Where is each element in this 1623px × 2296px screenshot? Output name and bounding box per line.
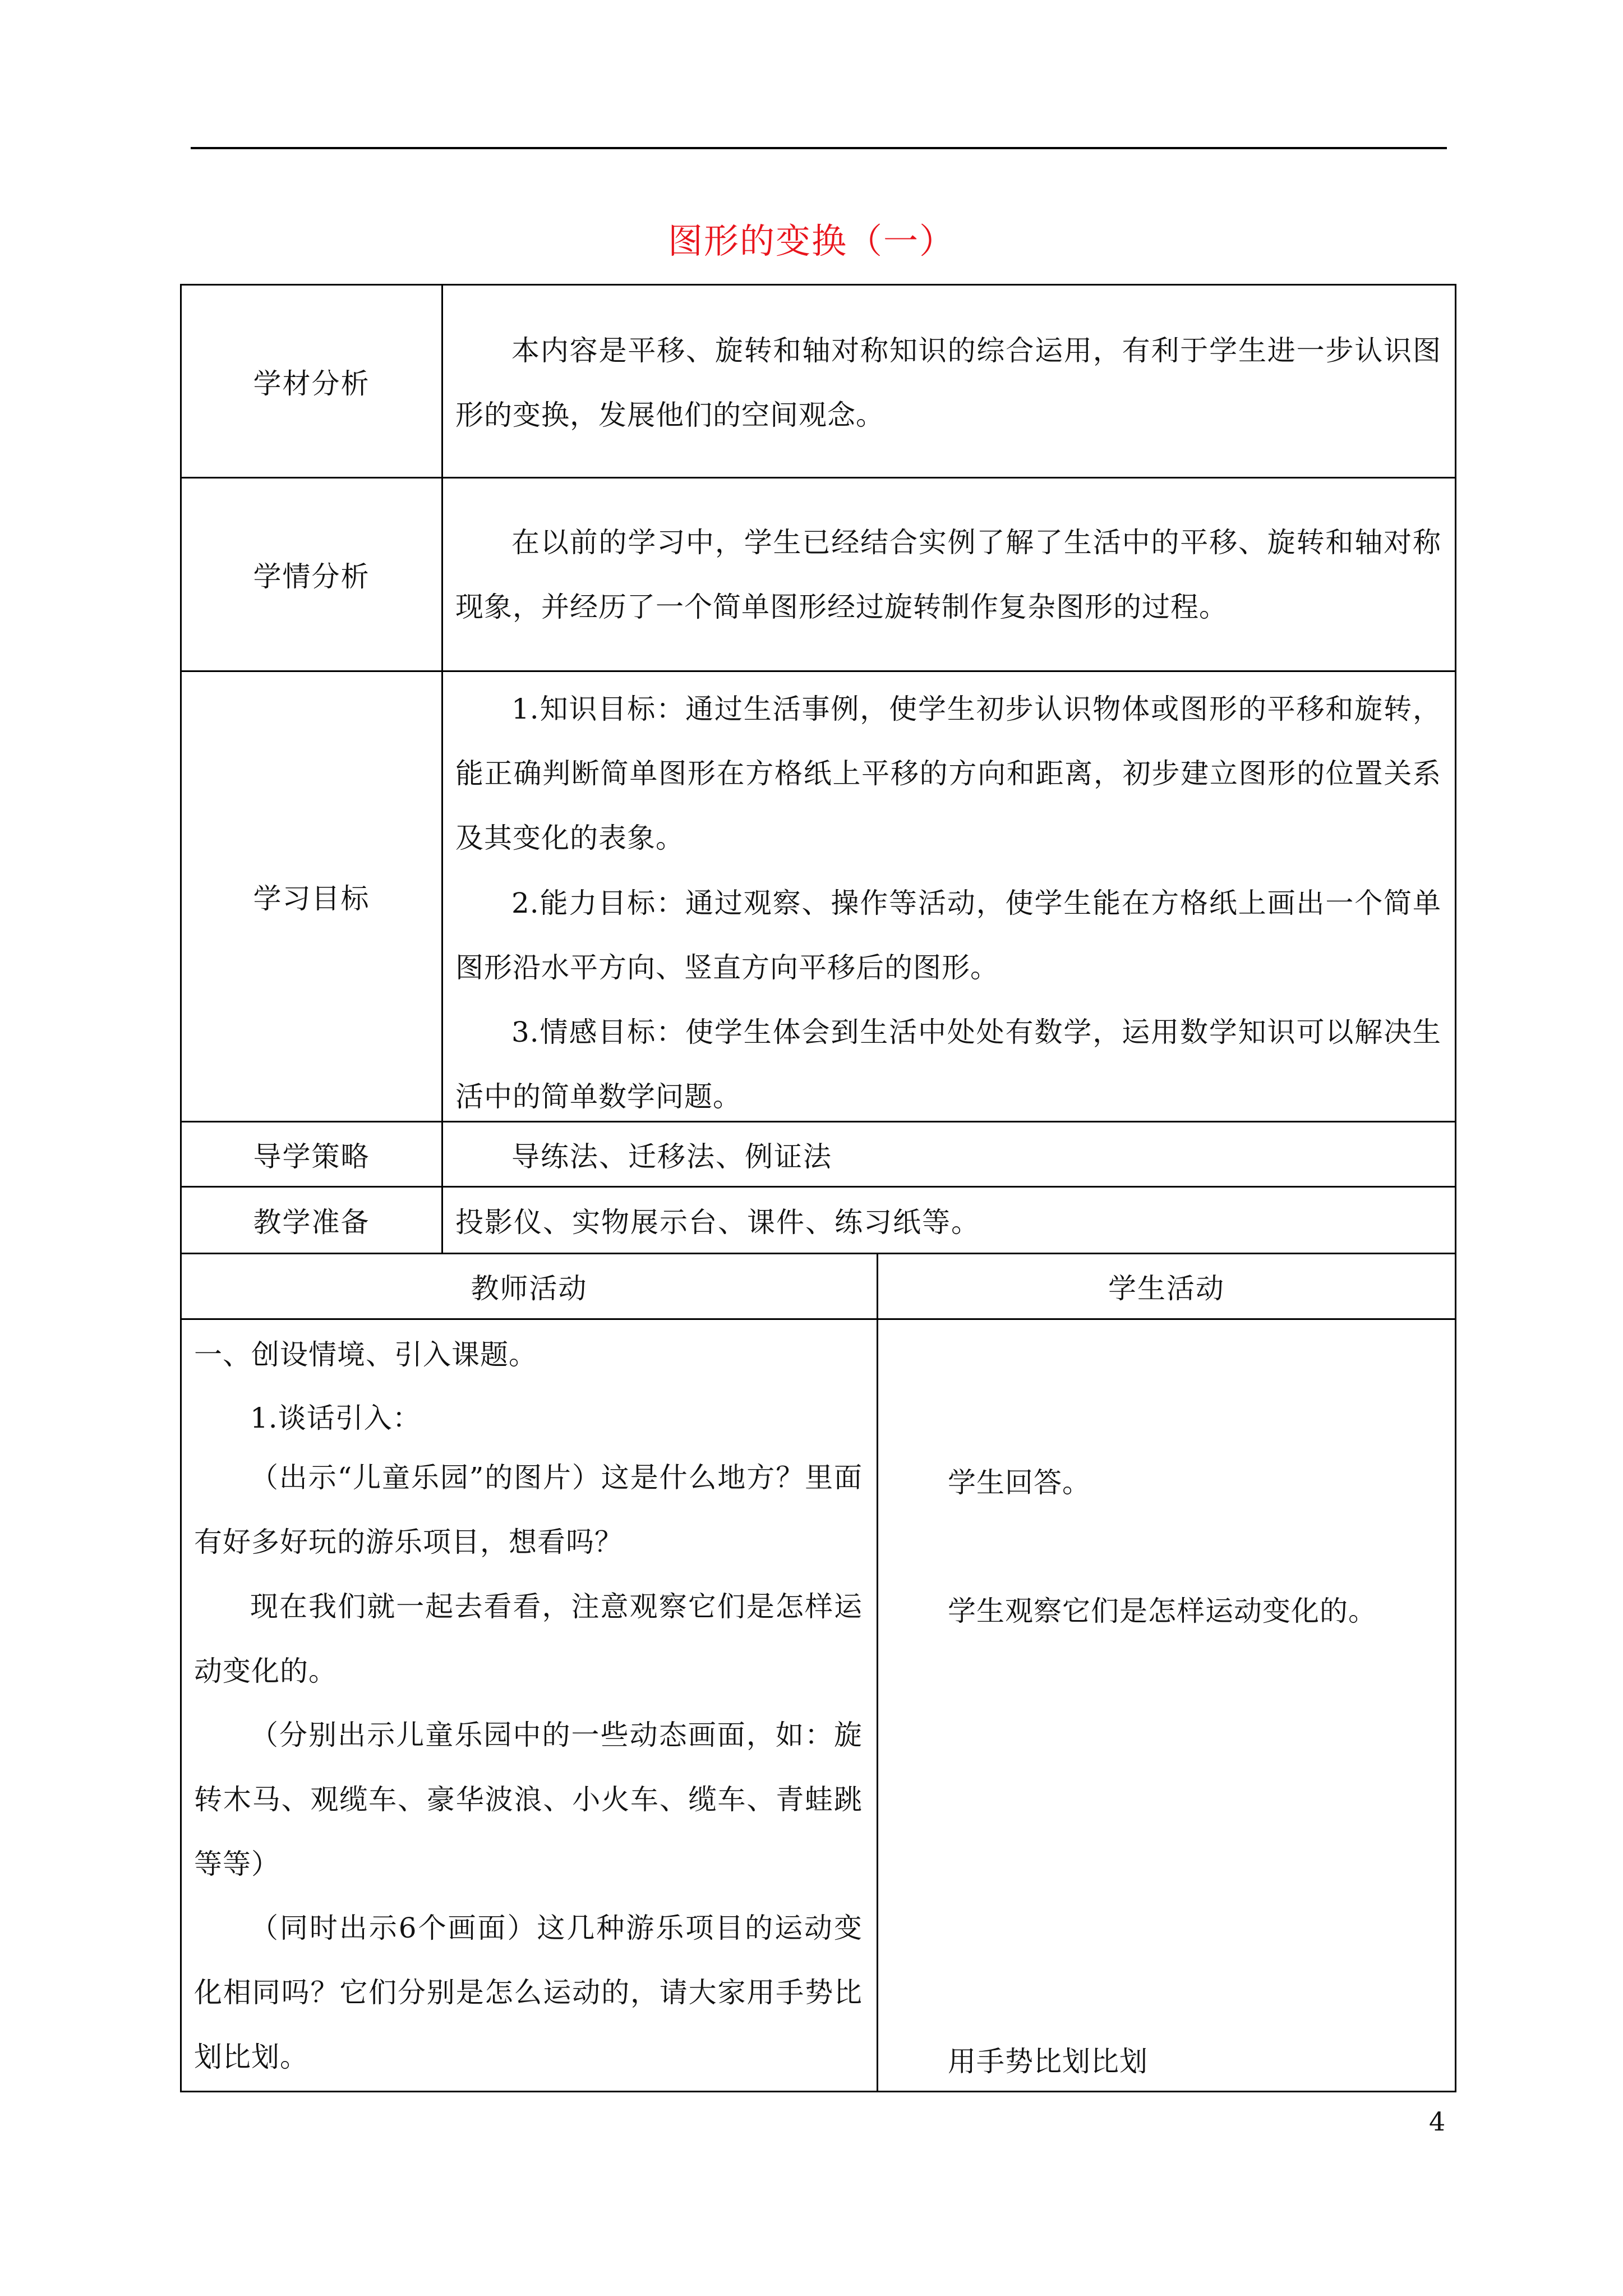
teacher-step-heading: 一、创设情境、引入课题。 [194, 1338, 537, 1371]
goal-knowledge: 1.知识目标：通过生活事例，使学生初步认识物体或图形的平移和旋转，能正确判断简单图形在方格纸上平移的方向和距离，初步建立图形的位置关系及其变化的表象。 [455, 693, 1441, 854]
strategy-text: 导练法、迁移法、例证法 [511, 1140, 832, 1173]
label-learner-analysis: 学情分析 [253, 560, 370, 593]
material-analysis-text: 本内容是平移、旋转和轴对称知识的综合运用，有利于学生进一步认识图形的变换，发展他们的空间观念。 [455, 334, 1441, 431]
header-rule [191, 147, 1447, 149]
teacher-paragraph: （同时出示6个画面）这几种游乐项目的运动变化相同吗？它们分别是怎么运动的，请大家用手势比划比划。 [194, 1912, 863, 2073]
goal-emotion: 3.情感目标：使学生体会到生活中处处有数学，运用数学知识可以解决生活中的简单数学问题。 [455, 1016, 1441, 1113]
column-divider [441, 284, 443, 1253]
page-title: 图形的变换（一） [667, 220, 955, 261]
preparation-text: 投影仪、实物展示台、课件、练习纸等。 [455, 1206, 980, 1239]
header-student-activity: 学生活动 [1108, 1272, 1225, 1305]
header-teacher-activity: 教师活动 [471, 1272, 588, 1305]
teacher-step-intro: 1.谈话引入： [250, 1402, 421, 1434]
label-material-analysis: 学材分析 [253, 367, 370, 400]
label-preparation: 教学准备 [253, 1206, 370, 1239]
teacher-paragraph: （分别出示儿童乐园中的一些动态画面，如：旋转木马、观缆车、豪华波浪、小火车、缆车、青蛙跳等等） [194, 1719, 863, 1880]
learner-analysis-text: 在以前的学习中，学生已经结合实例了解了生活中的平移、旋转和轴对称现象，并经历了一个简单图形经过旋转制作复杂图形的过程。 [455, 526, 1441, 623]
column-divider [877, 1253, 878, 2092]
row-divider [180, 1318, 1456, 1320]
goal-ability: 2.能力目标：通过观察、操作等活动，使学生能在方格纸上画出一个简单图形沿水平方向、竖直方向平移后的图形。 [455, 887, 1441, 984]
teacher-paragraph: 现在我们就一起去看看，注意观察它们是怎样运动变化的。 [194, 1590, 863, 1687]
student-response: 用手势比划比划 [948, 2045, 1148, 2078]
page-number: 4 [1429, 2106, 1446, 2137]
student-response: 学生观察它们是怎样运动变化的。 [948, 1595, 1377, 1627]
student-response: 学生回答。 [948, 1466, 1091, 1499]
label-strategy: 导学策略 [253, 1140, 370, 1173]
teacher-paragraph: （出示“儿童乐园”的图片）这是什么地方？里面有好多好玩的游乐项目，想看吗？ [194, 1461, 863, 1558]
label-learning-goals: 学习目标 [253, 882, 370, 915]
